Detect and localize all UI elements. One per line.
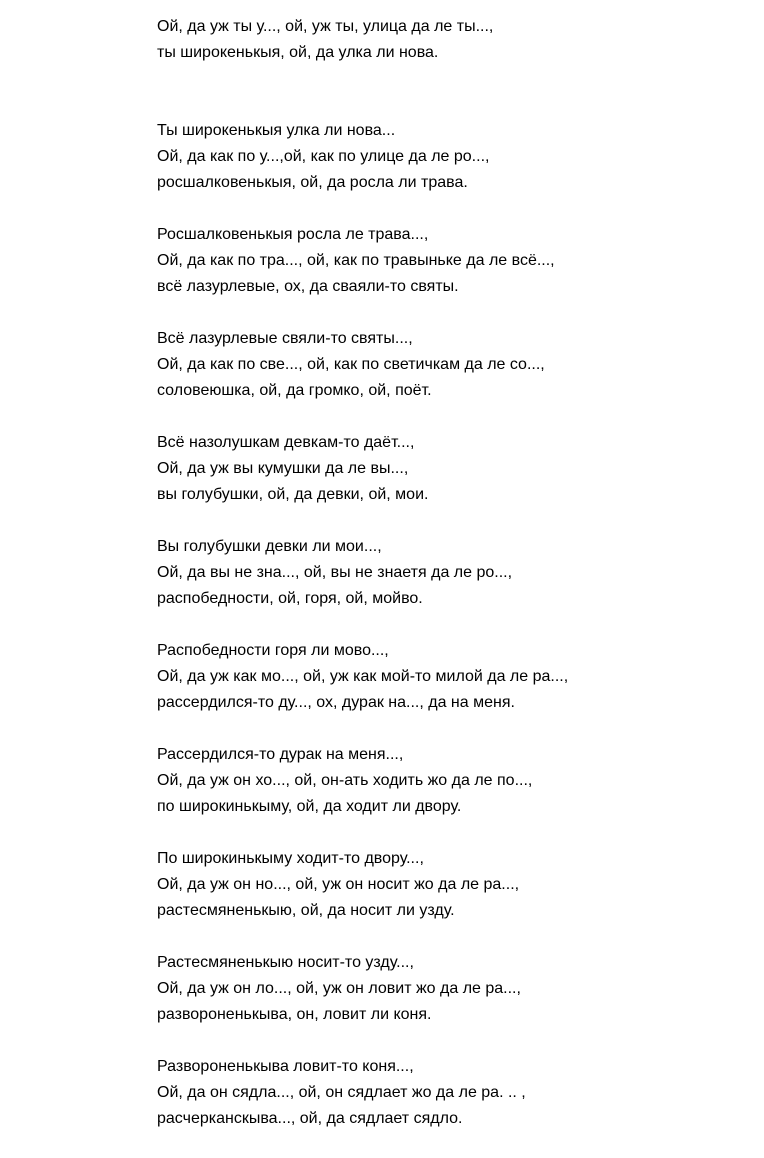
lyric-line: Всё лазурлевые свяли-то святы..., <box>157 330 413 347</box>
lyric-line: Ой, да уж вы кумушки да ле вы..., <box>157 460 409 477</box>
lyric-line: соловеюшка, ой, да громко, ой, поёт. <box>157 382 432 399</box>
lyric-line: Ой, да как по тра..., ой, как по травыньке да ле всё..., <box>157 252 555 269</box>
stanza-11 <box>157 1054 757 1158</box>
lyric-line: По широкинькыму ходит-то двору..., <box>157 850 424 867</box>
lyric-line: Ой, да уж он ло..., ой, уж он ловит жо да ле ра..., <box>157 980 521 997</box>
lyric-line: Ой, да как по у...,ой, как по улице да ле ро..., <box>157 148 490 165</box>
stanza-6 <box>157 534 757 638</box>
stanza-2 <box>157 118 757 222</box>
lyric-line: Всё назолушкам девкам-то даёт..., <box>157 434 415 451</box>
lyric-line: Ой, да как по све..., ой, как по светичкам да ле со..., <box>157 356 545 373</box>
stanza-1 <box>157 14 757 118</box>
lyric-line: Ой, да уж ты у..., ой, уж ты, улица да ле ты..., <box>157 18 494 35</box>
stanza-4 <box>157 326 757 430</box>
lyric-line: Росшалковенькыя росла ле трава..., <box>157 226 429 243</box>
stanza-7 <box>157 638 757 742</box>
lyric-line: Распобедности горя ли мово..., <box>157 642 389 659</box>
lyric-line: Вы голубушки девки ли мои..., <box>157 538 382 555</box>
lyric-line: вы голубушки, ой, да девки, ой, мои. <box>157 486 429 503</box>
lyric-line: всё лазурлевые, ох, да сваяли-то святы. <box>157 278 459 295</box>
stanza-9 <box>157 846 757 950</box>
stanza-8 <box>157 742 757 846</box>
lyric-line: растесмяненькыю, ой, да носит ли узду. <box>157 902 455 919</box>
lyric-line: Развороненькыва ловит-то коня..., <box>157 1058 414 1075</box>
lyric-line: Ой, да он сядла..., ой, он сядлает жо да ле ра. .. , <box>157 1084 526 1101</box>
lyric-line: рассердился-то ду..., ох, дурак на..., да на меня. <box>157 694 515 711</box>
stanza-5 <box>157 430 757 534</box>
lyric-line: Растесмяненькыю носит-то узду..., <box>157 954 414 971</box>
lyric-line: расчерканскыва..., ой, да сядлает сядло. <box>157 1110 463 1127</box>
lyric-line: Ой, да уж он хо..., ой, он-ать ходить жо да ле по..., <box>157 772 533 789</box>
stanza-3 <box>157 222 757 326</box>
lyric-line: росшалковенькыя, ой, да росла ли трава. <box>157 174 468 191</box>
lyric-line: Ой, да вы не зна..., ой, вы не знаетя да ле ро..., <box>157 564 513 581</box>
lyric-line: Рассердился-то дурак на меня..., <box>157 746 404 763</box>
stanza-10 <box>157 950 757 1054</box>
lyric-line: Ой, да уж он но..., ой, уж он носит жо да ле ра..., <box>157 876 520 893</box>
lyric-line: Ой, да уж как мо..., ой, уж как мой-то милой да ле ра..., <box>157 668 569 685</box>
lyric-line: развороненькыва, он, ловит ли коня. <box>157 1006 432 1023</box>
lyric-line: по широкинькыму, ой, да ходит ли двору. <box>157 798 462 815</box>
lyric-line: Ты широкенькыя улка ли нова... <box>157 122 396 139</box>
lyric-line: распобедности, ой, горя, ой, мойво. <box>157 590 423 607</box>
lyric-line: ты широкенькыя, ой, да улка ли нова. <box>157 44 439 61</box>
song-lyrics-document <box>157 14 757 1158</box>
